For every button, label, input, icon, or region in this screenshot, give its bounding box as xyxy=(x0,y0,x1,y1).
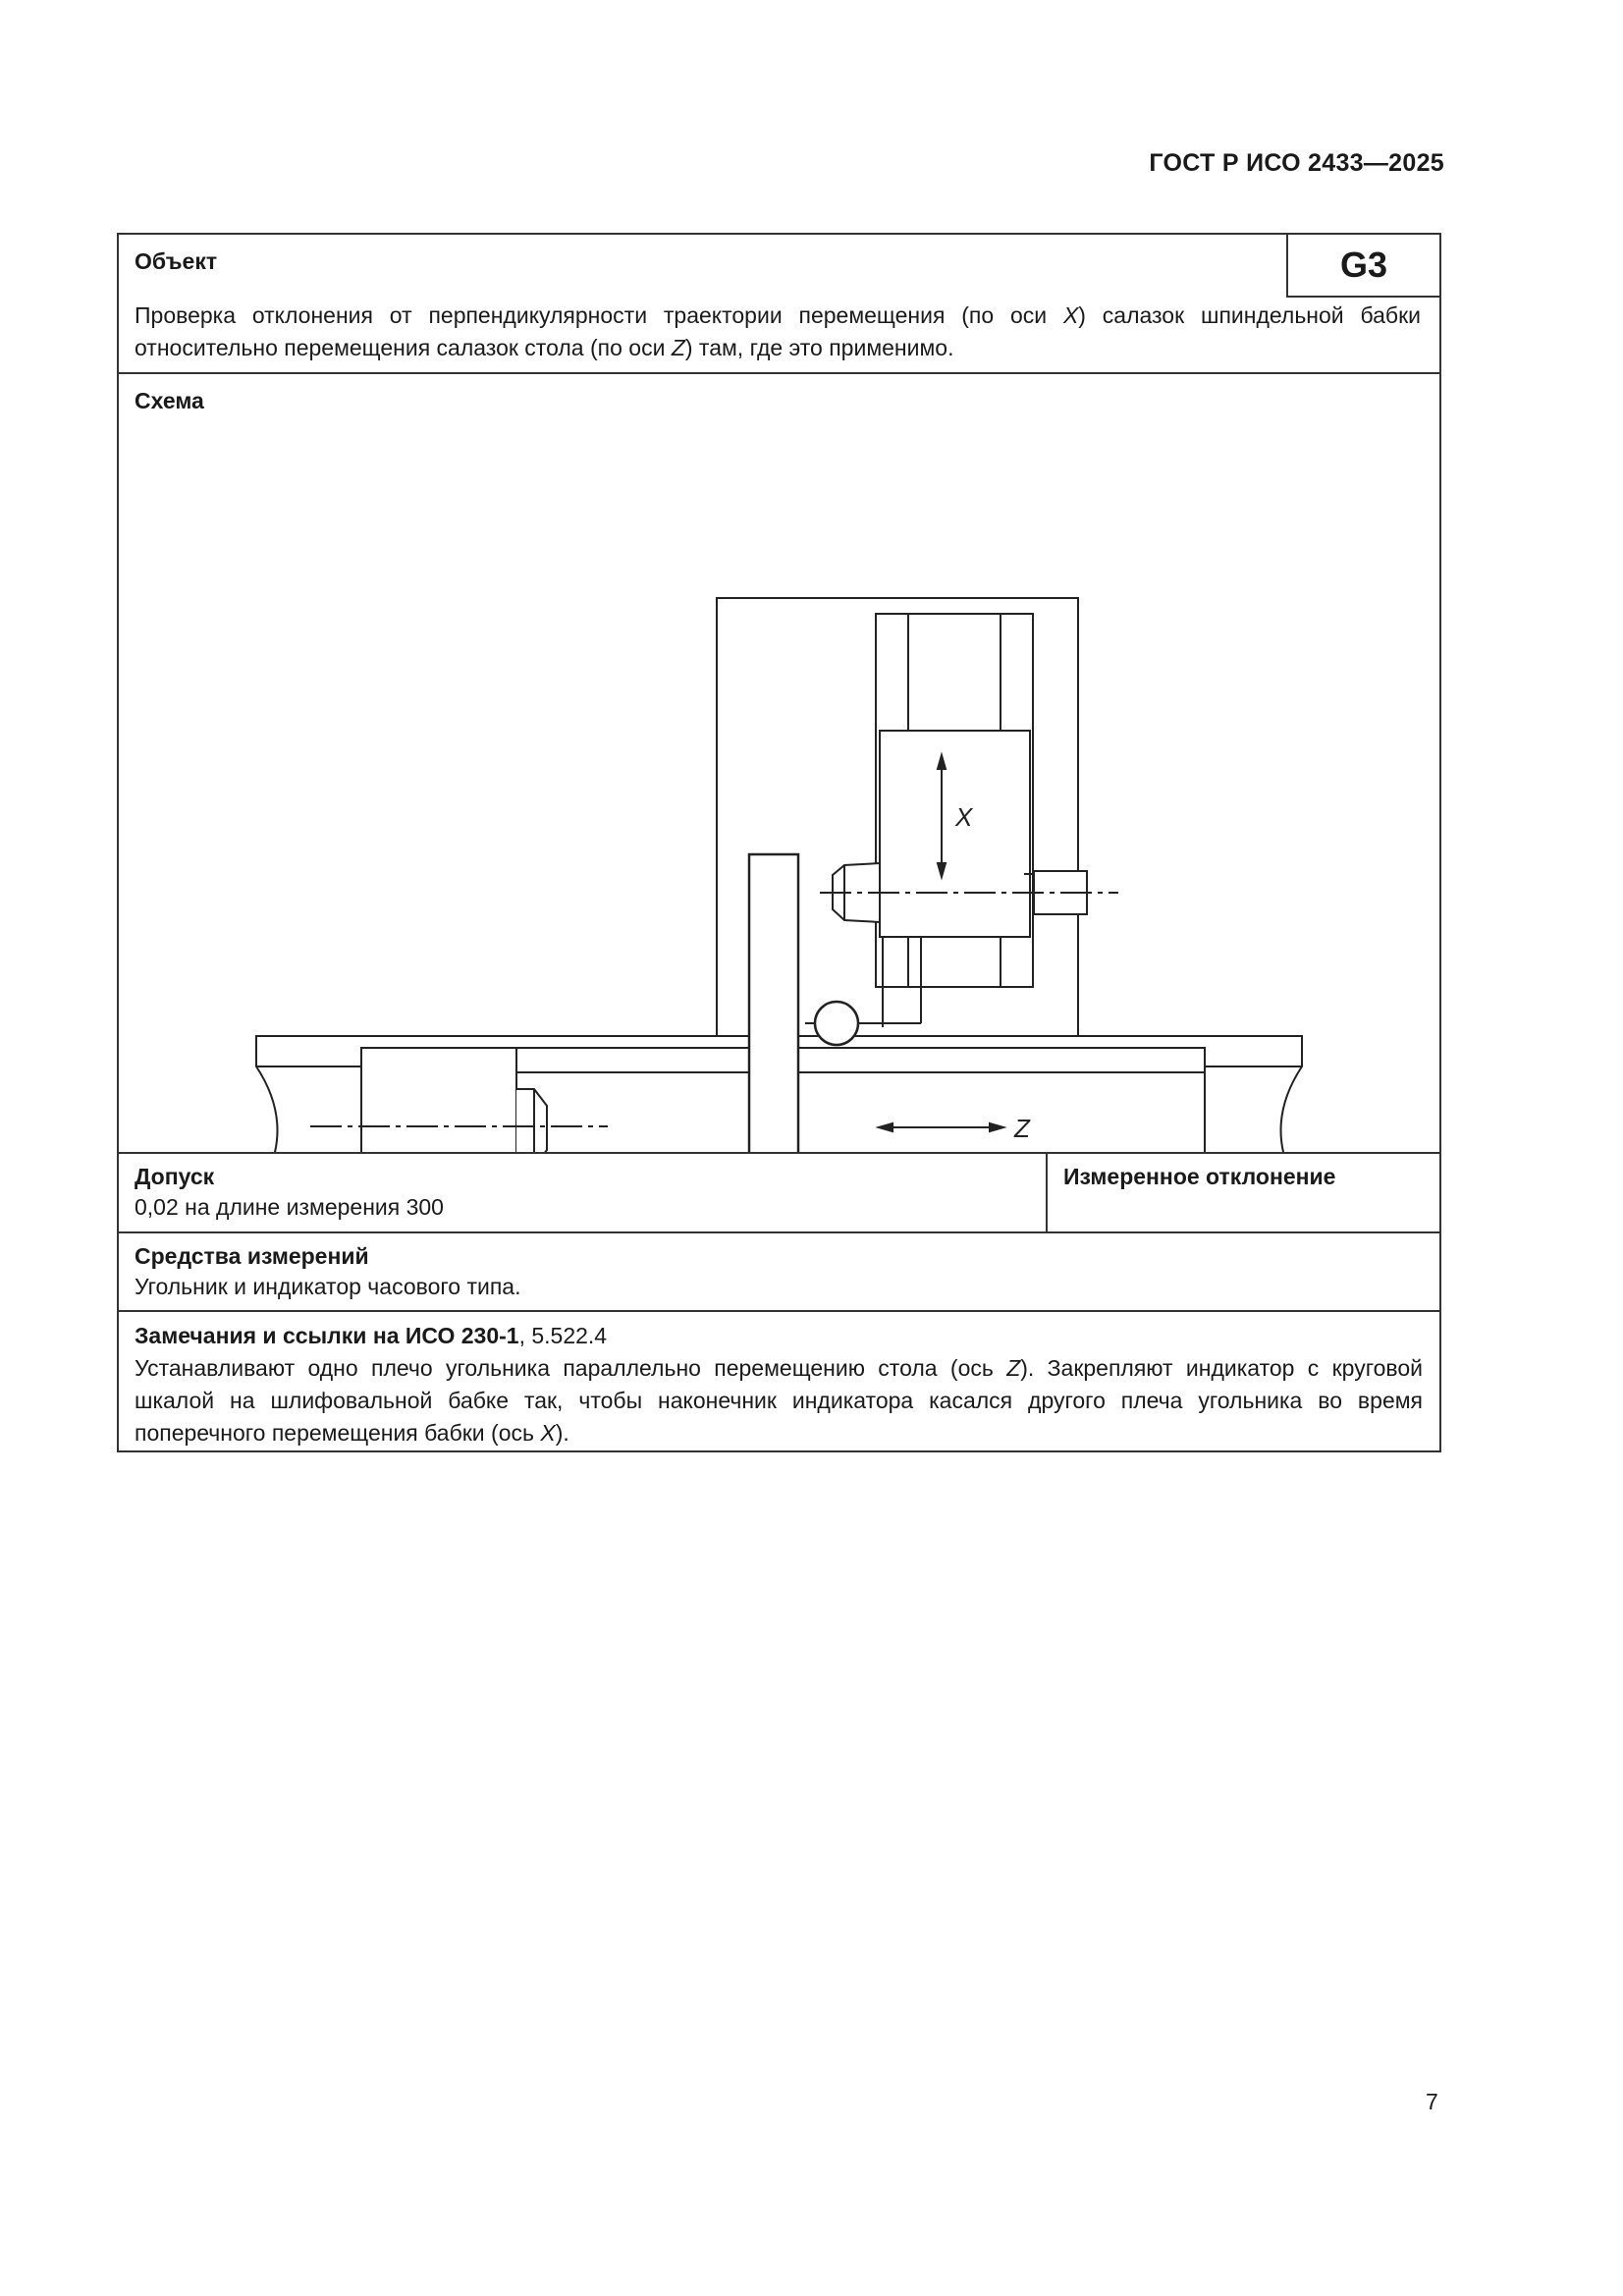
tolerance-row xyxy=(119,1154,1439,1233)
tolerance-label: Допуск xyxy=(135,1164,215,1189)
indicator-bracket-upper xyxy=(883,937,921,949)
page-number: 7 xyxy=(1426,2089,1438,2114)
tailstock-center xyxy=(516,1089,547,1152)
measuring-instruments-label: Средства измерений xyxy=(135,1243,369,1269)
dial-indicator-upper xyxy=(815,1002,858,1045)
scheme-row xyxy=(119,374,1439,1154)
object-row xyxy=(119,235,1439,374)
tolerance-value: 0,02 на длине измерения 300 xyxy=(135,1194,444,1220)
test-code: G3 xyxy=(1286,235,1439,298)
machine-scheme-diagram xyxy=(119,374,1439,1152)
measuring-instruments-row xyxy=(119,1233,1439,1312)
scheme-label: Схема xyxy=(135,388,204,413)
notes-row xyxy=(119,1312,1439,1450)
axis-x-label: X xyxy=(955,802,973,832)
object-label: Объект xyxy=(135,248,218,274)
axis-z-label: Z xyxy=(1014,1114,1030,1143)
wheelhead-slide xyxy=(880,731,1030,937)
tolerance-cell xyxy=(119,1154,1048,1231)
test-sheet-table xyxy=(117,233,1441,1452)
measured-deviation-cell xyxy=(1048,1154,1439,1231)
headstock xyxy=(361,1048,516,1152)
document-id: ГОСТ Р ИСО 2433—2025 xyxy=(1149,149,1444,177)
notes-heading: Замечания и ссылки на ИСО 230-1, 5.522.4 xyxy=(135,1323,608,1348)
measured-deviation-label: Измеренное отклонение xyxy=(1063,1164,1336,1189)
object-description: Проверка отклонения от перпендикулярности траектории перемещения (по оси X) салазок шпиндельной бабки относительно перемещения салазок стола (по оси Z) там, где это применимо. xyxy=(135,302,1421,360)
measuring-instruments-value: Угольник и индикатор часового типа. xyxy=(135,1274,521,1299)
notes-text: Устанавливают одно плечо угольника параллельно перемещению стола (ось Z). Закрепляют индикатор с круговой шкалой на шлифовальной бабке так, чтобы наконечник индикатора касался другого плеча угольника во время поперечного перемещения бабки (ось X). xyxy=(135,1355,1423,1446)
